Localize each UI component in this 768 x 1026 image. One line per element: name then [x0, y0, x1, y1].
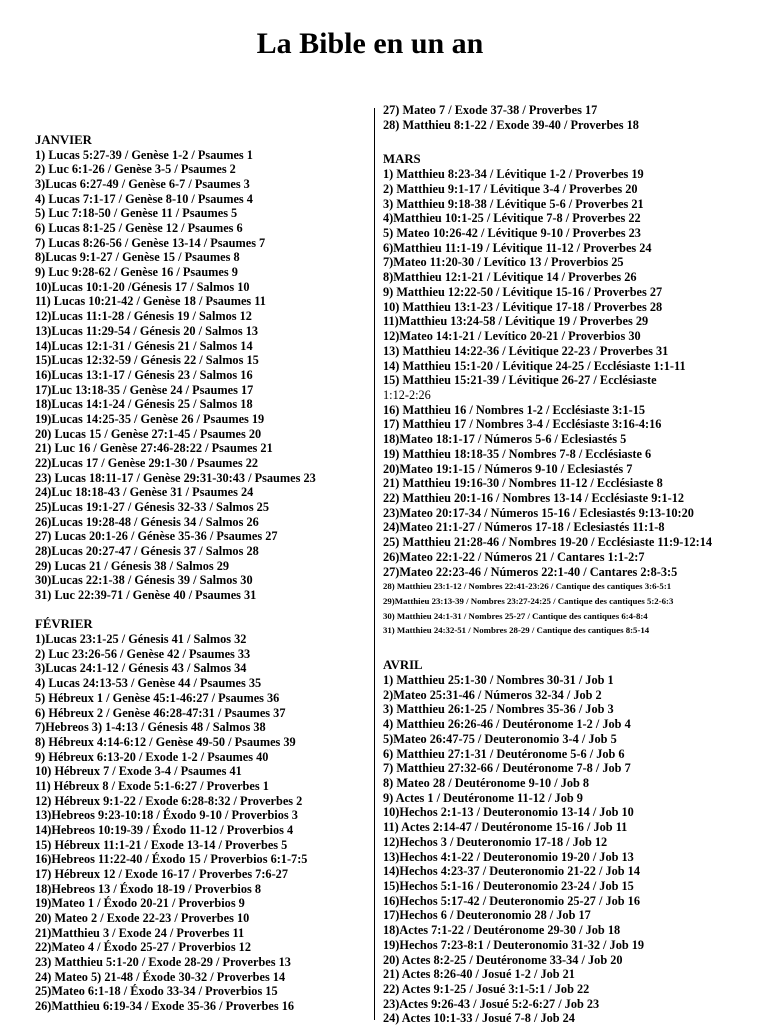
reading-entry: 19)Hechos 7:23-8:1 / Deuteronomio 31-32 / Job 19	[383, 937, 645, 952]
reading-entry: 8)Matthieu 12:1-21 / Lévitique 14 / Proverbes 26	[383, 270, 637, 285]
page-title: La Bible en un an	[256, 27, 484, 60]
reading-entry: 1:12-2:26	[383, 387, 431, 402]
reading-entry: 9) Hébreux 6:13-20 / Exode 1-2 / Psaumes 40	[35, 749, 269, 764]
reading-entry: 7)Mateo 11:20-30 / Levítico 13 / Proverbios 25	[383, 255, 624, 270]
reading-entry: 8)Lucas 9:1-27 / Genèse 15 / Psaumes 8	[35, 250, 240, 265]
reading-entry: 1)Lucas 23:1-25 / Génesis 41 / Salmos 32	[35, 632, 247, 647]
reading-entry: 21)Matthieu 3 / Exode 24 / Proverbes 11	[35, 925, 245, 940]
reading-entry: 7) Matthieu 27:32-66 / Deutéronome 7-8 / Job 7	[383, 761, 631, 776]
reading-entry: 17)Luc 13:18-35 / Genèse 24 / Psaumes 17	[35, 382, 254, 397]
reading-entry: 12)Hechos 3 / Deuteronomio 17-18 / Job 12	[383, 834, 608, 849]
reading-entry: 3)Lucas 24:1-12 / Génesis 43 / Salmos 34	[35, 661, 247, 676]
reading-entry: 13) Matthieu 14:22-36 / Lévitique 22-23 / Proverbes 31	[383, 343, 669, 358]
reading-entry: 14) Matthieu 15:1-20 / Lévitique 24-25 / Ecclésiaste 1:1-11	[383, 358, 686, 373]
reading-entry: 23)Actes 9:26-43 / Josué 5:2-6:27 / Job 23	[383, 996, 600, 1011]
reading-entry: 26)Lucas 19:28-48 / Génesis 34 / Salmos 26	[35, 514, 259, 529]
reading-entry: 1) Matthieu 25:1-30 / Nombres 30-31 / Job 1	[383, 672, 614, 687]
reading-entry: 30)Lucas 22:1-38 / Génesis 39 / Salmos 30	[35, 573, 253, 588]
reading-entry: 11) Hébreux 8 / Exode 5:1-6:27 / Proverbes 1	[35, 778, 269, 793]
reading-entry: 19) Matthieu 18:18-35 / Nombres 7-8 / Ecclésiaste 6	[383, 446, 652, 461]
reading-entry: 28) Matthieu 8:1-22 / Exode 39-40 / Proverbes 18	[383, 117, 639, 132]
reading-entry: 22) Actes 9:1-25 / Josué 3:1-5:1 / Job 22	[383, 982, 590, 997]
reading-entry: 26)Mateo 22:1-22 / Números 21 / Cantares 1:1-2:7	[383, 549, 645, 564]
reading-entry: 27)Mateo 22:23-46 / Números 22:1-40 / Cantares 2:8-3:5	[383, 564, 678, 579]
reading-entry: 6) Lucas 8:1-25 / Genèse 12 / Psaumes 6	[35, 221, 243, 236]
reading-entry: 28) Matthieu 23:1-12 / Nombres 22:41-23:26 / Cantique des cantiques 3:6-5:1	[383, 581, 672, 592]
reading-entry: 13)Hebreos 9:23-10:18 / Éxodo 9-10 / Proverbios 3	[35, 808, 298, 823]
reading-entry: 14)Hechos 4:23-37 / Deuteronomio 21-22 / Job 14	[383, 864, 640, 879]
reading-entry: 22)Mateo 4 / Éxodo 25-27 / Proverbios 12	[35, 940, 251, 955]
reading-entry: 13)Lucas 11:29-54 / Génesis 20 / Salmos 13	[35, 323, 259, 338]
reading-entry: 16)Hechos 5:17-42 / Deuteronomio 25-27 / Job 16	[383, 893, 640, 908]
reading-entry: 23) Lucas 18:11-17 / Genèse 29:31-30:43 / Psaumes 23	[35, 470, 316, 485]
reading-entry: 17) Matthieu 17 / Nombres 3-4 / Ecclésiaste 3:16-4:16	[383, 417, 662, 432]
reading-entry: 18)Hebreos 13 / Éxodo 18-19 / Proverbios 8	[35, 881, 262, 896]
reading-entry: 11) Lucas 10:21-42 / Genèse 18 / Psaumes 11	[35, 294, 266, 309]
reading-entry: 20) Actes 8:2-25 / Deutéronome 33-34 / Job 20	[383, 952, 623, 967]
reading-entry: 19)Mateo 1 / Éxodo 20-21 / Proverbios 9	[35, 896, 245, 911]
reading-entry: 18)Mateo 18:1-17 / Números 5-6 / Eclesiastés 5	[383, 432, 627, 447]
reading-entry: 2)Mateo 25:31-46 / Números 32-34 / Job 2	[383, 687, 602, 702]
reading-entry: 5) Hébreux 1 / Genèse 45:1-46:27 / Psaumes 36	[35, 690, 280, 705]
reading-entry: 7) Lucas 8:26-56 / Genèse 13-14 / Psaumes 7	[35, 235, 266, 250]
reading-entry: 9) Actes 1 / Deutéronome 11-12 / Job 9	[383, 790, 583, 805]
reading-entry: 12)Lucas 11:1-28 / Génesis 19 / Salmos 12	[35, 309, 252, 324]
month-heading: JANVIER	[35, 133, 92, 147]
reading-entry: 29) Lucas 21 / Génesis 38 / Salmos 29	[35, 558, 230, 573]
reading-entry: 7)Hebreos 3) 1-4:13 / Génesis 48 / Salmos 38	[35, 720, 266, 735]
month-heading: AVRIL	[383, 658, 423, 673]
reading-entry: 3) Matthieu 26:1-25 / Nombres 35-36 / Job 3	[383, 702, 614, 717]
reading-entry: 9) Luc 9:28-62 / Genèse 16 / Psaumes 9	[35, 265, 238, 280]
reading-entry: 8) Mateo 28 / Deutéronome 9-10 / Job 8	[383, 775, 590, 790]
reading-entry: 29)Matthieu 23:13-39 / Nombres 23:27-24:25 / Cantique des cantiques 5:2-6:3	[383, 596, 674, 607]
reading-entry: 10)Hechos 2:1-13 / Deuteronomio 13-14 / Job 10	[383, 805, 634, 820]
reading-entry: 10)Lucas 10:1-20 /Génesis 17 / Salmos 10	[35, 279, 250, 294]
reading-entry: 31) Matthieu 24:32-51 / Nombres 28-29 / Cantique des cantiques 8:5-14	[383, 625, 650, 636]
reading-entry: 23) Matthieu 5:1-20 / Exode 28-29 / Proverbes 13	[35, 955, 291, 970]
reading-entry: 6) Hébreux 2 / Genèse 46:28-47:31 / Psaumes 37	[35, 705, 286, 720]
reading-entry: 15)Lucas 12:32-59 / Génesis 22 / Salmos 15	[35, 353, 259, 368]
reading-entry: 5) Luc 7:18-50 / Genèse 11 / Psaumes 5	[35, 206, 238, 221]
reading-entry: 20) Mateo 2 / Exode 22-23 / Proverbes 10	[35, 911, 250, 926]
month-heading: MARS	[383, 152, 421, 167]
reading-entry: 30) Matthieu 24:1-31 / Nombres 25-27 / Cantique des cantiques 6:4-8:4	[383, 610, 648, 621]
reading-entry: 20) Lucas 15 / Genèse 27:1-45 / Psaumes 20	[35, 426, 262, 441]
reading-entry: 19)Lucas 14:25-35 / Genèse 26 / Psaumes 19	[35, 411, 265, 426]
reading-entry: 16)Hebreos 11:22-40 / Éxodo 15 / Proverbios 6:1-7:5	[35, 852, 308, 867]
reading-entry: 8) Hébreux 4:14-6:12 / Genèse 49-50 / Psaumes 39	[35, 734, 296, 749]
reading-entry: 14)Hebreos 10:19-39 / Éxodo 11-12 / Proverbios 4	[35, 822, 294, 837]
reading-entry: 24) Actes 10:1-33 / Josué 7-8 / Job 24	[383, 1011, 575, 1026]
reading-entry: 18)Actes 7:1-22 / Deutéronome 29-30 / Job 18	[383, 923, 621, 938]
reading-entry: 21) Luc 16 / Genèse 27:46-28:22 / Psaumes 21	[35, 441, 273, 456]
reading-entry: 5)Mateo 26:47-75 / Deuteronomio 3-4 / Job 5	[383, 731, 617, 746]
reading-entry: 22) Matthieu 20:1-16 / Nombres 13-14 / Ecclésiaste 9:1-12	[383, 491, 684, 505]
reading-entry: 16) Matthieu 16 / Nombres 1-2 / Ecclésiaste 3:1-15	[383, 402, 646, 417]
reading-entry: 24)Mateo 21:1-27 / Números 17-18 / Eclesiastés 11:1-8	[383, 520, 665, 535]
reading-entry: 1) Lucas 5:27-39 / Genèse 1-2 / Psaumes 1	[35, 147, 253, 162]
reading-entry: 13)Hechos 4:1-22 / Deuteronomio 19-20 / Job 13	[383, 849, 634, 864]
reading-entry: 4)Matthieu 10:1-25 / Lévitique 7-8 / Proverbes 22	[383, 211, 641, 226]
reading-entry: 2) Matthieu 9:1-17 / Lévitique 3-4 / Proverbes 20	[383, 181, 638, 196]
reading-entry: 24) Mateo 5) 21-48 / Éxode 30-32 / Proverbes 14	[35, 969, 286, 984]
reading-entry: 5) Mateo 10:26-42 / Lévitique 9-10 / Proverbes 23	[383, 226, 641, 241]
reading-entry: 23)Mateo 20:17-34 / Números 15-16 / Eclesiastés 9:13-10:20	[383, 505, 694, 520]
reading-entry: 25)Lucas 19:1-27 / Génesis 32-33 / Salmos 25	[35, 500, 269, 514]
reading-entry: 15) Matthieu 15:21-39 / Lévitique 26-27 / Ecclésiaste	[383, 373, 657, 388]
reading-entry: 4) Matthieu 26:26-46 / Deutéronome 1-2 / Job 4	[383, 717, 631, 732]
reading-entry: 3) Matthieu 9:18-38 / Lévitique 5-6 / Proverbes 21	[383, 196, 644, 211]
column-divider	[374, 108, 375, 1020]
reading-entry: 4) Lucas 7:1-17 / Genèse 8-10 / Psaumes 4	[35, 191, 253, 206]
reading-entry: 20)Mateo 19:1-15 / Números 9-10 / Eclesiastés 7	[383, 461, 633, 476]
reading-entry: 15) Hébreux 11:1-21 / Exode 13-14 / Proverbes 5	[35, 837, 288, 852]
reading-entry: 25)Mateo 6:1-18 / Éxodo 33-34 / Proverbios 15	[35, 984, 278, 999]
reading-entry: 26)Matthieu 6:19-34 / Exode 35-36 / Proverbes 16	[35, 999, 294, 1014]
reading-entry: 11)Matthieu 13:24-58 / Lévitique 19 / Proverbes 29	[383, 314, 649, 329]
month-heading: FÉVRIER	[35, 617, 93, 632]
reading-entry: 27) Mateo 7 / Exode 37-38 / Proverbes 17	[383, 103, 598, 117]
reading-entry: 12) Hébreux 9:1-22 / Exode 6:28-8:32 / Proverbes 2	[35, 793, 303, 808]
reading-entry: 27) Lucas 20:1-26 / Génèse 35-36 / Psaumes 27	[35, 529, 278, 544]
reading-entry: 12)Mateo 14:1-21 / Levítico 20-21 / Proverbios 30	[383, 329, 641, 344]
reading-entry: 25) Matthieu 21:28-46 / Nombres 19-20 / Ecclésiaste 11:9-12:14	[383, 535, 713, 550]
reading-entry: 1) Matthieu 8:23-34 / Lévitique 1-2 / Proverbes 19	[383, 167, 644, 182]
reading-entry: 21) Matthieu 19:16-30 / Nombres 11-12 / Ecclésiaste 8	[383, 476, 663, 491]
reading-entry: 3)Lucas 6:27-49 / Genèse 6-7 / Psaumes 3	[35, 177, 250, 192]
reading-entry: 28)Lucas 20:27-47 / Génesis 37 / Salmos 28	[35, 544, 259, 559]
reading-entry: 16)Lucas 13:1-17 / Génesis 23 / Salmos 16	[35, 367, 253, 382]
reading-entry: 6) Matthieu 27:1-31 / Deutéronome 5-6 / Job 6	[383, 746, 625, 761]
reading-entry: 22)Lucas 17 / Genèse 29:1-30 / Psaumes 22	[35, 455, 259, 470]
reading-entry: 31) Luc 22:39-71 / Genèse 40 / Psaumes 31	[35, 588, 257, 603]
reading-entry: 10) Hébreux 7 / Exode 3-4 / Psaumes 41	[35, 764, 242, 779]
reading-entry: 9) Matthieu 12:22-50 / Lévitique 15-16 / Proverbes 27	[383, 284, 663, 299]
reading-entry: 2) Luc 6:1-26 / Genèse 3-5 / Psaumes 2	[35, 162, 236, 177]
reading-entry: 18)Lucas 14:1-24 / Génesis 25 / Salmos 18	[35, 397, 253, 412]
reading-entry: 15)Hechos 5:1-16 / Deuteronomio 23-24 / Job 15	[383, 879, 634, 893]
reading-entry: 4) Lucas 24:13-53 / Genèse 44 / Psaumes 35	[35, 676, 262, 691]
reading-entry: 17) Hébreux 12 / Exode 16-17 / Proverbes 7:6-27	[35, 867, 288, 881]
reading-entry: 6)Matthieu 11:1-19 / Lévitique 11-12 / Proverbes 24	[383, 240, 652, 255]
reading-entry: 14)Lucas 12:1-31 / Génesis 21 / Salmos 14	[35, 338, 253, 353]
reading-entry: 21) Actes 8:26-40 / Josué 1-2 / Job 21	[383, 967, 575, 982]
reading-entry: 11) Actes 2:14-47 / Deutéronome 15-16 / Job 11	[383, 820, 628, 835]
reading-entry: 24)Luc 18:18-43 / Genèse 31 / Psaumes 24	[35, 485, 254, 500]
reading-entry: 17)Hechos 6 / Deuteronomio 28 / Job 17	[383, 908, 591, 923]
reading-entry: 10) Matthieu 13:1-23 / Lévitique 17-18 / Proverbes 28	[383, 299, 663, 314]
reading-entry: 2) Luc 23:26-56 / Genèse 42 / Psaumes 33	[35, 646, 251, 661]
